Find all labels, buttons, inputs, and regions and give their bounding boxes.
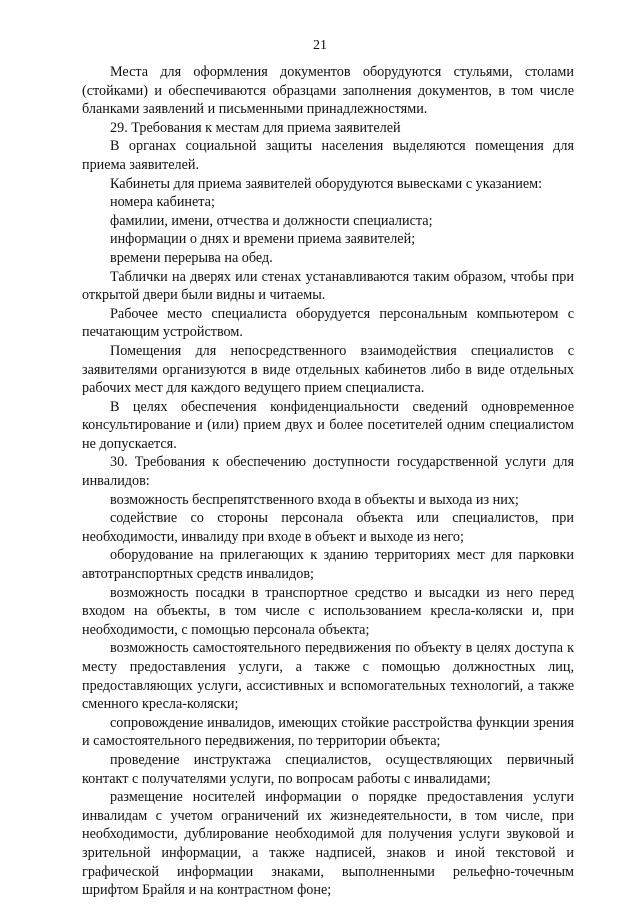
list-item-reception-days: информации о днях и времени приема заявителей; — [110, 231, 416, 248]
page-number: 21 — [313, 38, 327, 53]
document-body — [82, 63, 574, 900]
list-item-transport-boarding: возможность посадки в транспортное средство и высадки из него перед входом на объекты, в том числе с использованием кресла-коляски и, при необходимости, с помощью персонала объекта; — [82, 584, 574, 638]
list-item-staff-briefing: проведение инструктажа специалистов, осуществляющих первичный контакт с получателями услуги, по вопросам работы с инвалидами; — [82, 751, 574, 787]
paragraph-documents-places: Места для оформления документов оборудуются стульями, столами (стойками) и обеспечиваются образцами заполнения документов, в том числе бланками заявлений и письменными принадлежностями. — [82, 64, 574, 118]
list-item-escort: сопровождение инвалидов, имеющих стойкие расстройства функции зрения и самостоятельного передвижения, по территории объекта; — [82, 714, 574, 750]
paragraph-door-plates: Таблички на дверях или стенах устанавливаются таким образом, чтобы при открытой двери были видны и читаемы. — [82, 268, 574, 304]
list-item-independent-movement: возможность самостоятельного передвижения по объекту в целях доступа к месту предоставления услуги, а также с помощью должностных лиц, предоставляющих услуги, ассистивных и вспомогательных технологий, а также сменного кресла-коляски; — [82, 640, 574, 713]
paragraph-reception-rooms: В органах социальной защиты населения выделяются помещения для приема заявителей. — [82, 138, 574, 173]
paragraph-workplace: Рабочее место специалиста оборудуется персональным компьютером с печатающим устройством. — [82, 305, 574, 341]
list-item-staff-assistance: содействие со стороны персонала объекта или специалистов, при необходимости, инвалиду при входе в объект и выходе из него; — [82, 510, 574, 545]
list-item-room-number: номера кабинета; — [110, 194, 215, 211]
list-item-information-placement: размещение носителей информации о порядке предоставления услуги инвалидам с учетом ограничений их жизнедеятельности, в том числе, при необходимости, дублирование необходимой для получения услуги звуковой и зрительной информации, а также надписей, знаков и иной текстовой и графической информации знаками, выполненными рельефно-точечным шрифтом Брайля и на контрастном фоне; — [82, 789, 574, 899]
section-heading-30: 30. Требования к обеспечению доступности государственной услуги для инвалидов: — [82, 454, 574, 490]
list-item-lunch-break: времени перерыва на обед. — [110, 249, 273, 266]
section-heading-29: 29. Требования к местам для приема заявителей — [110, 119, 401, 136]
list-item-specialist-name: фамилии, имени, отчества и должности специалиста; — [110, 212, 433, 229]
paragraph-interaction-rooms: Помещения для непосредственного взаимодействия специалистов с заявителями организуются в виде отдельных кабинетов либо в виде отдельных рабочих мест для каждого ведущего прием специалиста. — [82, 342, 574, 397]
list-item-parking: оборудование на прилегающих к зданию территориях мест для парковки автотранспортных средств инвалидов; — [82, 547, 574, 583]
paragraph-cabinet-signs: Кабинеты для приема заявителей оборудуются вывесками с указанием: — [110, 175, 543, 192]
paragraph-confidentiality: В целях обеспечения конфиденциальности сведений одновременное консультирование и (или) прием двух и более посетителей одним специалистом не допускается. — [82, 398, 574, 452]
list-item-free-entry: возможность беспрепятственного входа в объекты и выхода из них; — [110, 491, 519, 508]
